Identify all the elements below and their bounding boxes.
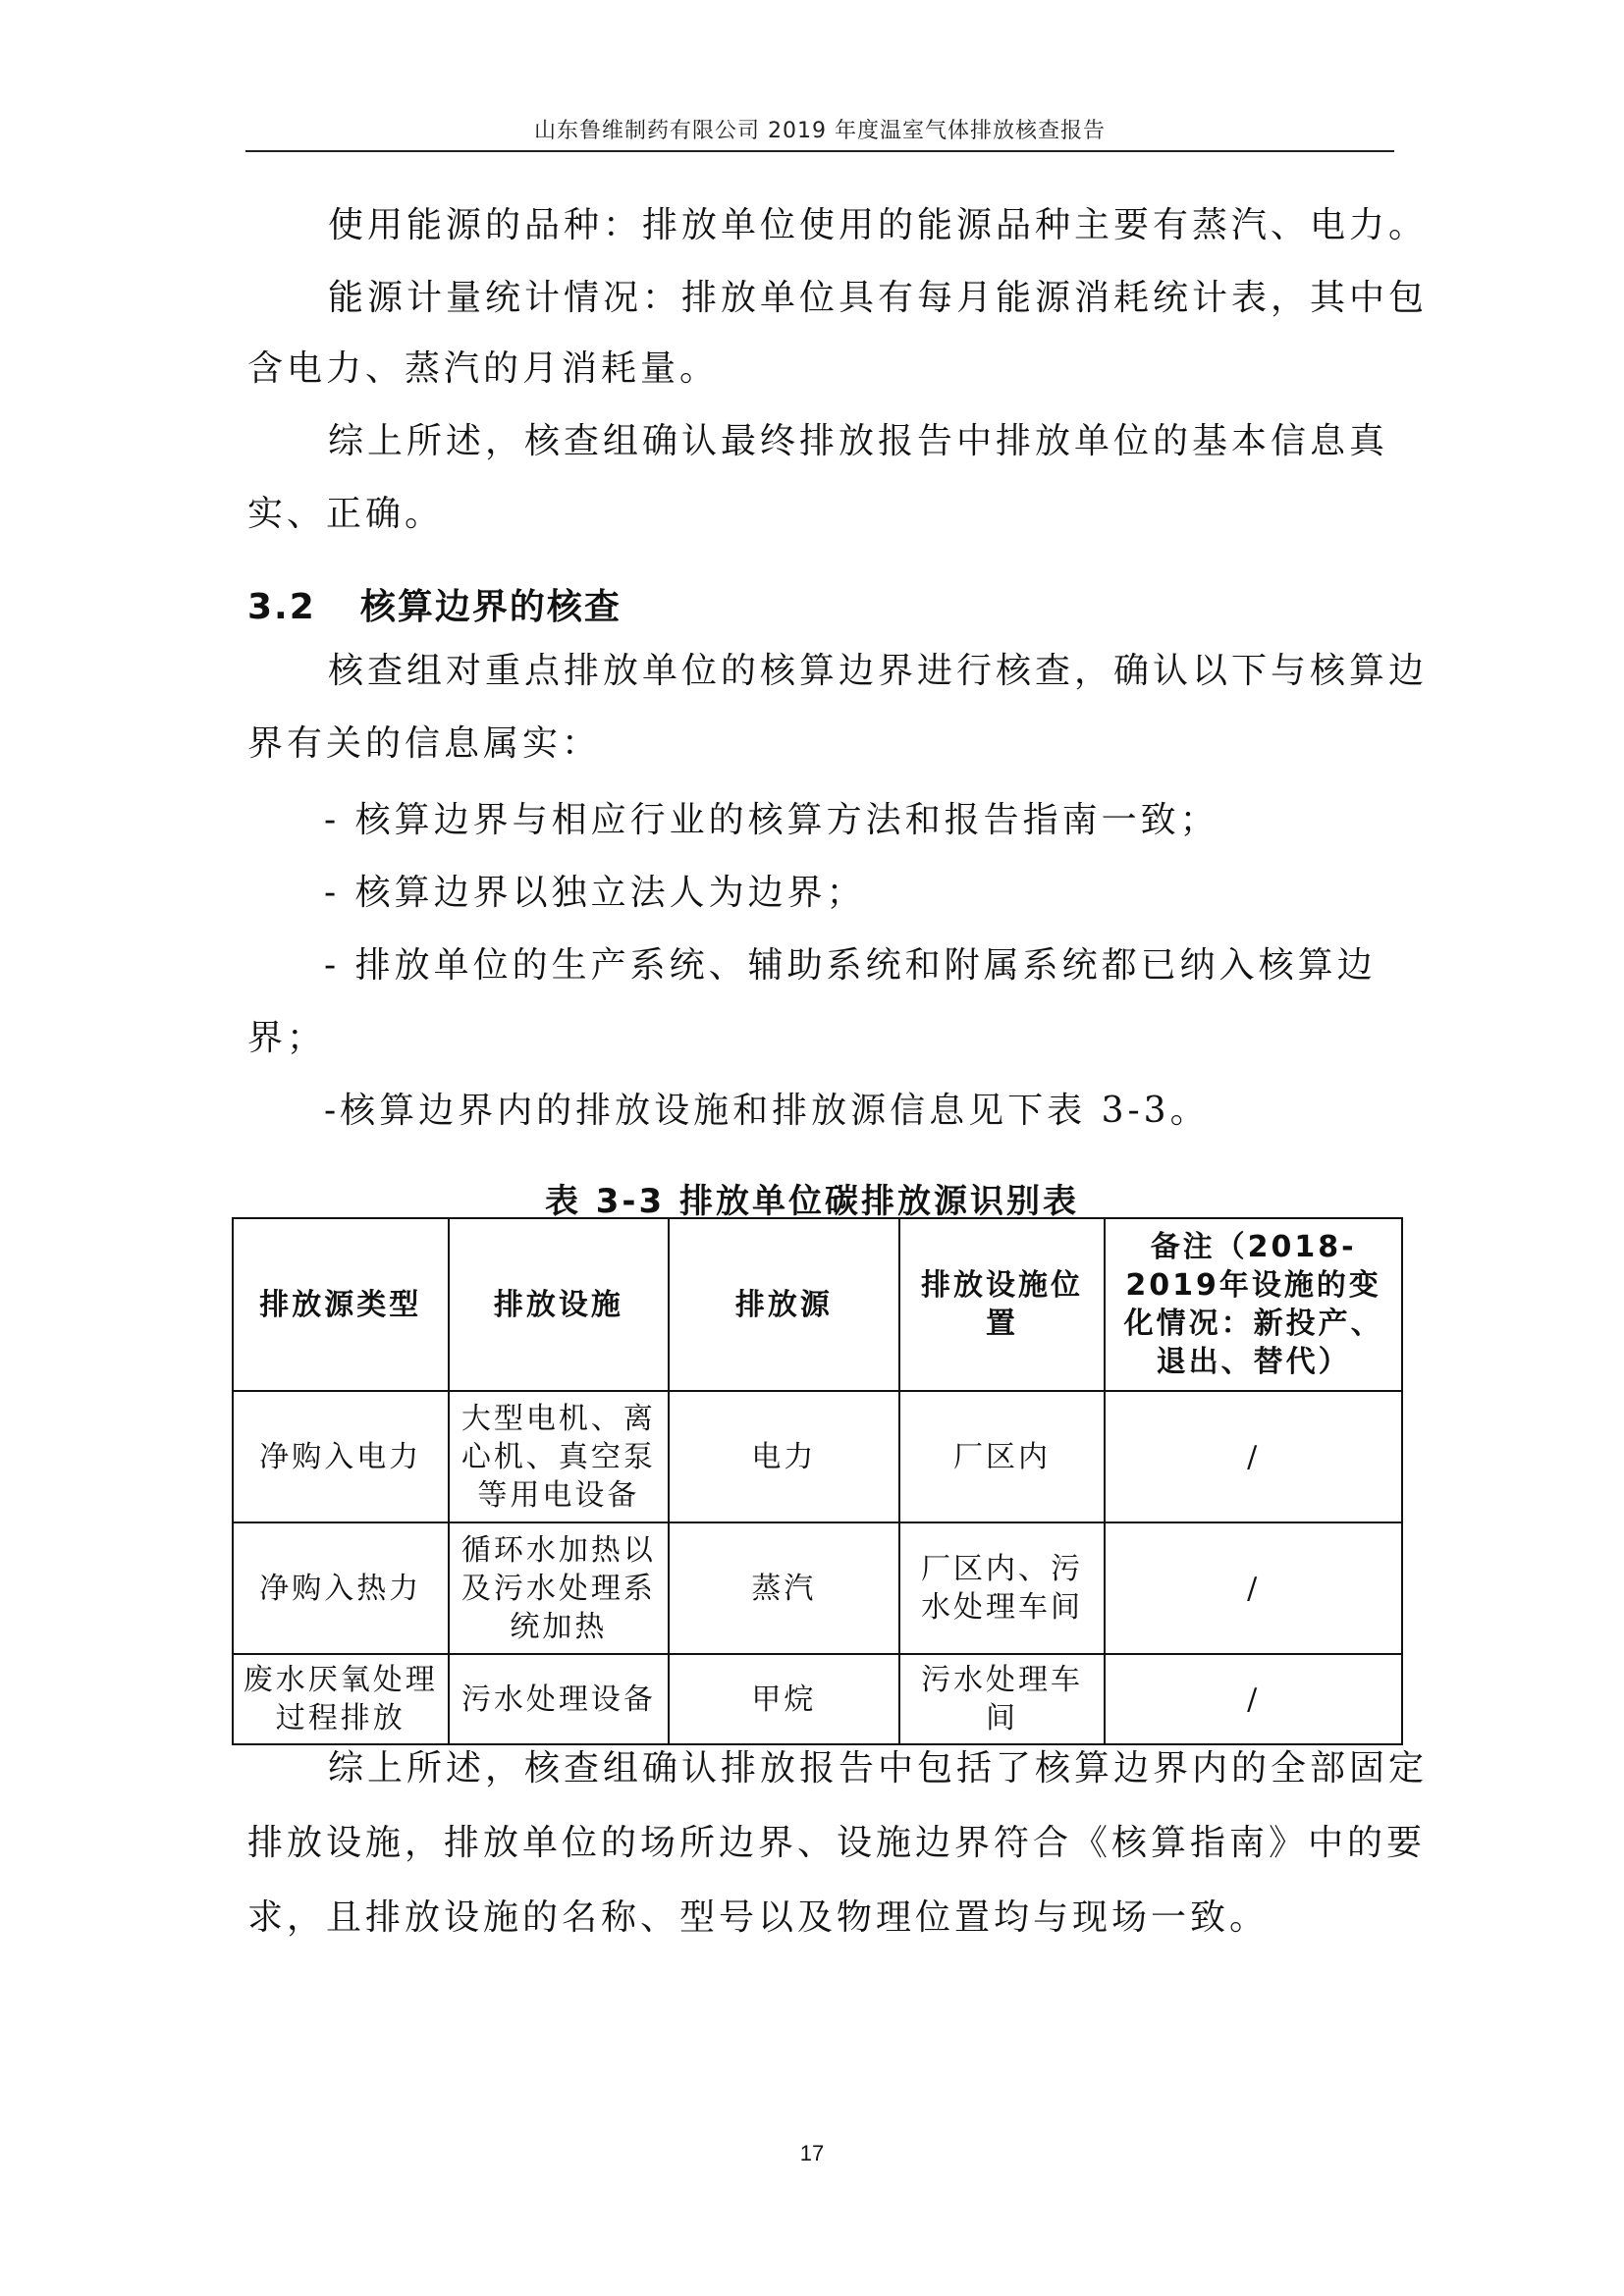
table-cell: / (1105, 1522, 1402, 1654)
table-row (233, 1654, 1402, 1744)
bullet-item: -核算边界内的排放设施和排放源信息见下表 3-3。 (324, 1091, 1210, 1131)
emission-source-table (232, 1217, 1403, 1745)
section-number: 3.2 (247, 587, 316, 627)
bullet-item-cont: 界； (247, 1018, 327, 1058)
table-cell: 厂区内 (899, 1391, 1106, 1522)
column-header: 备注（2018-2019年设施的变化情况：新投产、退出、替代） (1105, 1218, 1402, 1391)
table-cell: 废水厌氧处理过程排放 (233, 1654, 449, 1744)
section-title: 核算边界的核查 (359, 587, 622, 627)
paragraph-boundary-intro-cont: 界有关的信息属实： (247, 723, 602, 764)
page-number: 17 (799, 2141, 825, 2165)
paragraph-energy-metering: 能源计量统计情况：排放单位具有每月能源消耗统计表，其中包 (328, 278, 1429, 318)
table-cell: 净购入电力 (233, 1391, 449, 1522)
table-cell: / (1105, 1654, 1402, 1744)
paragraph-boundary-intro: 核查组对重点排放单位的核算边界进行核查，确认以下与核算边 (328, 651, 1429, 691)
table-header-row (233, 1218, 1402, 1391)
running-header: 山东鲁维制药有限公司 2019 年度温室气体排放核查报告 (534, 119, 1106, 143)
table-row (233, 1522, 1402, 1654)
paragraph-energy-metering-cont: 含电力、蒸汽的月消耗量。 (247, 348, 720, 389)
paragraph-conclusion: 综上所述，核查组确认排放报告中包括了核算边界内的全部固定 (328, 1748, 1429, 1789)
bullet-item: - 核算边界以独立法人为边界； (324, 873, 866, 913)
paragraph-summary: 综上所述，核查组确认最终排放报告中排放单位的基本信息真 (328, 421, 1389, 461)
column-header: 排放源 (669, 1218, 899, 1391)
bullet-item: - 核算边界与相应行业的核算方法和报告指南一致； (324, 800, 1219, 840)
column-header: 排放设施 (449, 1218, 670, 1391)
section-heading (247, 579, 622, 629)
table-cell: 循环水加热以及污水处理系统加热 (449, 1522, 670, 1654)
paragraph-summary-cont: 实、正确。 (247, 494, 445, 534)
table-row (233, 1391, 1402, 1522)
header-rule (245, 150, 1394, 152)
paragraph-conclusion-cont: 排放设施，排放单位的场所边界、设施边界符合《核算指南》中的要 (247, 1823, 1427, 1863)
table-cell: 厂区内、污水处理车间 (899, 1522, 1106, 1654)
table-cell: 污水处理车间 (899, 1654, 1106, 1744)
table-cell: 污水处理设备 (449, 1654, 670, 1744)
table-cell: 甲烷 (669, 1654, 899, 1744)
table-cell: 净购入热力 (233, 1522, 449, 1654)
table-cell: 蒸汽 (669, 1522, 899, 1654)
column-header: 排放设施位置 (899, 1218, 1106, 1391)
table-cell: 大型电机、离心机、真空泵等用电设备 (449, 1391, 670, 1522)
table-cell: / (1105, 1391, 1402, 1522)
table-caption: 表 3-3 排放单位碳排放源识别表 (544, 1182, 1080, 1221)
table-cell: 电力 (669, 1391, 899, 1522)
paragraph-energy-types: 使用能源的品种：排放单位使用的能源品种主要有蒸汽、电力。 (328, 205, 1429, 245)
paragraph-conclusion-cont: 求，且排放设施的名称、型号以及物理位置均与现场一致。 (247, 1897, 1270, 1938)
bullet-item: - 排放单位的生产系统、辅助系统和附属系统都已纳入核算边 (324, 945, 1377, 986)
column-header: 排放源类型 (233, 1218, 449, 1391)
